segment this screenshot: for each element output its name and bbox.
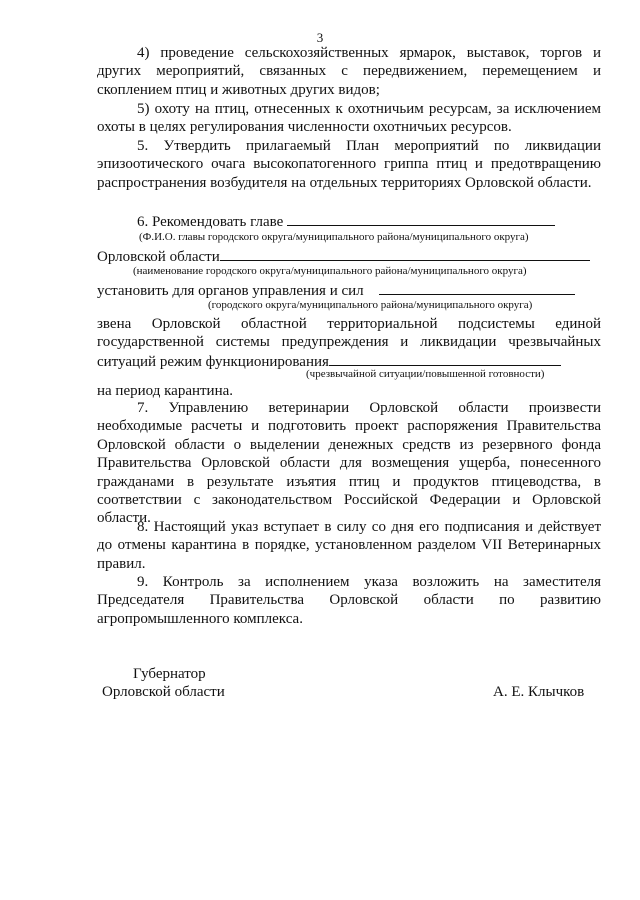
fill-in-blank-head-name <box>287 211 555 226</box>
paragraph-item-6-body: звена Орловской областной территориальной подсистемы единой государственной системы предупреждения и ликвидации чрезвычайных <box>97 316 601 351</box>
quarantine-period-text: на период карантина. <box>97 383 234 399</box>
paragraph-item-7: 7. Управлению ветеринарии Орловской области произвести необходимые расчеты и подготовить проект распоряжения Правительства Орловской области о выделении денежных средств из резервного фонда Правительства Орловской области для возмещения ущерба, понесенного гражданами в результате изъятия птиц и продуктов птицеводства, в соответствии с законодательством Российской Федерации и Орловской области. <box>97 400 601 527</box>
signature-position-title: Губернатор <box>133 666 206 682</box>
paragraph-item-4: 4) проведение сельскохозяйственных ярмарок, выставок, торгов и других мероприятий, связанных с передвижением, перемещением и скоплением птиц и животных других видов; <box>97 45 601 98</box>
hint-regime: (чрезвычайной ситуации/повышенной готовности) <box>306 368 545 380</box>
fill-in-blank-regime <box>329 351 561 366</box>
paragraph-item-8: 8. Настоящий указ вступает в силу со дня его подписания и действует до отмены карантина в порядке, установленном разделом VII Ветеринарных правил. <box>97 519 601 572</box>
signature-name: А. Е. Клычков <box>493 684 585 700</box>
hint-head-name: (Ф.И.О. главы городского округа/муниципального района/муниципального округа) <box>139 231 529 243</box>
regime-label: ситуаций режим функционирования <box>97 354 329 370</box>
paragraph-item-5-hunting: 5) охоту на птиц, отнесенных к охотничьим ресурсам, за исключением охоты в целях регулирования численности охотничьих ресурсов. <box>97 101 601 136</box>
forces-label: установить для органов управления и сил <box>97 283 364 299</box>
item-6-region-line <box>97 246 601 266</box>
region-label: Орловской области <box>97 249 220 265</box>
signature-position-region: Орловской области <box>102 684 225 700</box>
fill-in-blank-municipality <box>220 246 590 261</box>
hint-forces: (городского округа/муниципального района/муниципального округа) <box>208 299 533 311</box>
paragraph-item-9: 9. Контроль за исполнением указа возложить на заместителя Председателя Правительства Орловской области по развитию агропромышленного комплекса. <box>97 574 601 627</box>
item-6-forces-line <box>97 280 601 300</box>
fill-in-blank-forces <box>379 280 575 295</box>
hint-municipality-name: (наименование городского округа/муниципального района/муниципального округа) <box>133 265 527 277</box>
paragraph-point-5-plan: 5. Утвердить прилагаемый План мероприятий по ликвидации эпизоотического очага высокопатогенного гриппа птиц и предотвращению распространения возбудителя на отдельных территориях Орловской области. <box>97 138 601 191</box>
item-6-label: 6. Рекомендовать главе <box>137 214 284 230</box>
item-6-recommend-line <box>137 211 601 231</box>
page-number: 3 <box>316 30 324 45</box>
